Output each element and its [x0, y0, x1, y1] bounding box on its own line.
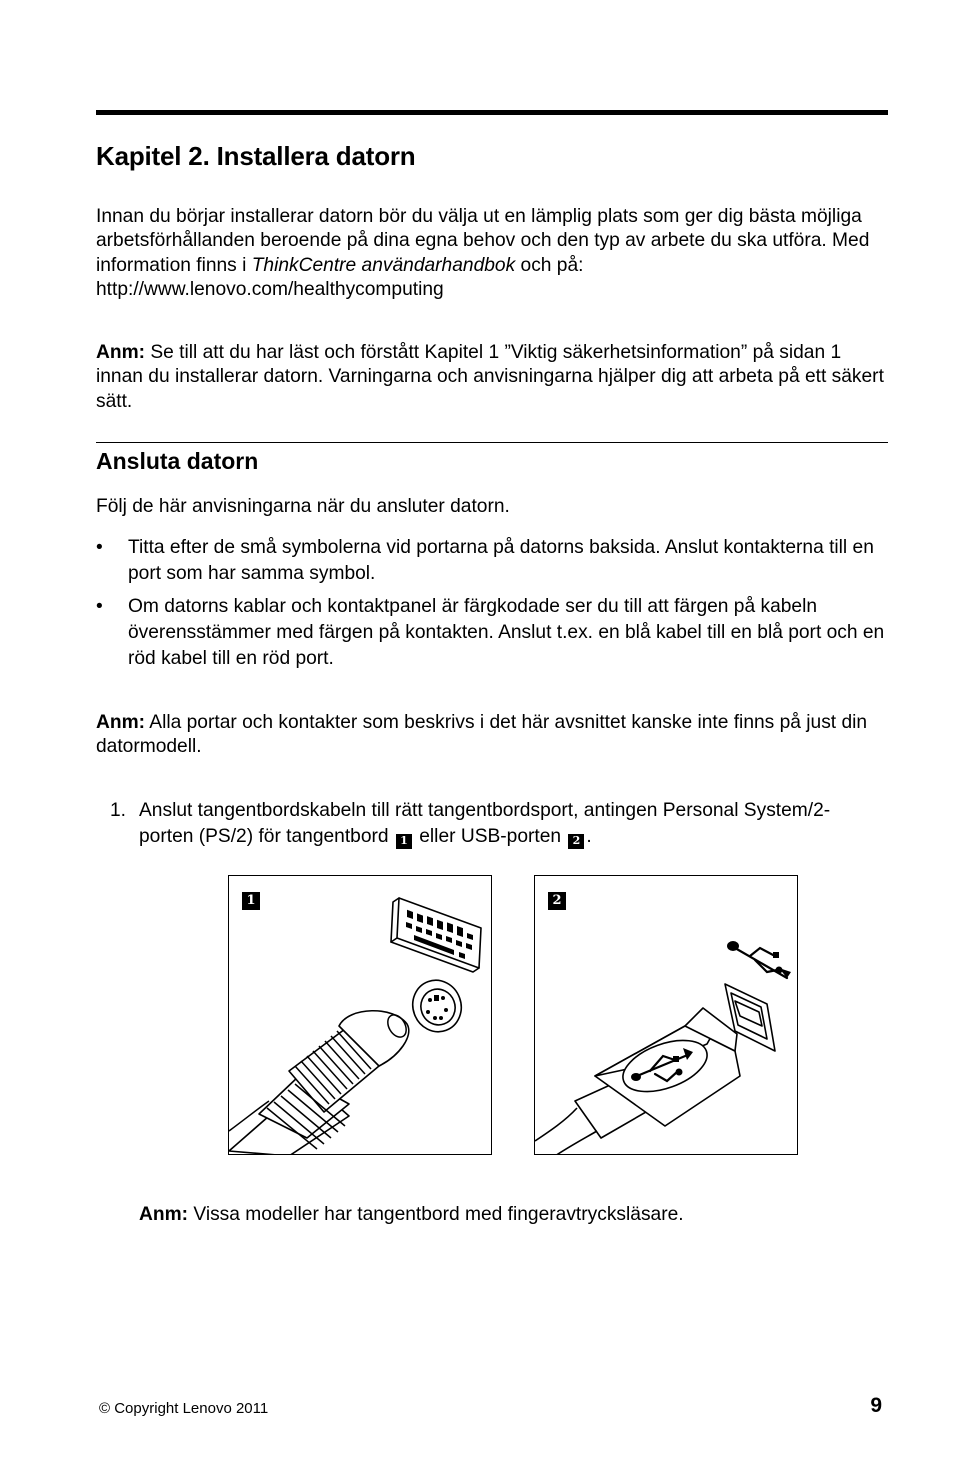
instruction-bullet-list	[96, 535, 891, 679]
safety-note-label: Anm:	[96, 342, 146, 363]
fingerprint-note-text: Vissa modeller har tangentbord med fingeravtrycksläsare.	[188, 1204, 684, 1225]
figure-ps2-keyboard	[228, 875, 492, 1155]
intro-book-title: ThinkCentre användarhandbok	[251, 254, 516, 276]
fingerprint-note-label: Anm:	[139, 1204, 189, 1225]
callout-2-badge: 2	[568, 834, 584, 849]
section-lead: Följ de här anvisningarna när du ansluter datorn.	[96, 496, 510, 517]
step-text-part1: Anslut tangentbordskabeln till rätt tangentbordsport, antingen Personal System/2-porten (PS/2) för tangentbord	[139, 800, 831, 847]
figure-2-label: 2	[548, 892, 566, 910]
intro-text-end: och på: http://www.lenovo.com/healthycomputing	[96, 254, 584, 300]
section-title: Ansluta datorn	[96, 448, 259, 474]
section-rule	[96, 442, 888, 443]
fingerprint-note	[139, 1203, 684, 1227]
keyboard-keys	[407, 910, 463, 933]
usb-connector-icon	[535, 876, 798, 1155]
bullet-item	[96, 594, 891, 672]
step-number: 1.	[110, 800, 127, 821]
step-text-part3: .	[586, 826, 592, 847]
callout-1-badge: 1	[396, 834, 412, 849]
safety-note-text: Se till att du har läst och förstått Kapitel 1 ”Viktig säkerhetsinformation” på sidan 1 innan du installerar datorn. Varningarna och anvisningarna hjälper dig att arbeta på ett säkert sätt.	[96, 342, 884, 412]
page-number: 9	[870, 1394, 882, 1417]
intro-paragraph	[96, 205, 891, 302]
step-text-part2: eller USB-porten	[413, 826, 567, 847]
ports-note	[96, 711, 891, 760]
footer-copyright: © Copyright Lenovo 2011	[99, 1400, 269, 1417]
ports-note-text: Alla portar och kontakter som beskrivs i det här avsnittet kanske inte finns på just din datormodell.	[96, 712, 868, 758]
bullet-marker: •	[96, 596, 103, 617]
step-1	[110, 798, 870, 850]
figure-1-label: 1	[242, 892, 260, 910]
figure-usb	[534, 875, 798, 1155]
ps2-keyboard-connector-icon	[229, 876, 492, 1155]
ports-note-label: Anm:	[96, 712, 146, 733]
bullet-text: Om datorns kablar och kontaktpanel är färgkodade ser du till att färgen på kabeln överensstämmer med färgen på kontakten. Anslut t.ex. en blå kabel till en blå port och en röd kabel till en röd port.	[128, 596, 885, 669]
bullet-item	[96, 535, 891, 587]
bullet-text: Titta efter de små symbolerna vid portarna på datorns baksida. Anslut kontakterna till en port som har samma symbol.	[128, 537, 874, 584]
intro-text-start: Innan du börjar installerar datorn bör du välja ut en lämplig plats som ger dig bästa möjliga arbetsförhållanden beroende på dina egna behov och den typ av arbete du ska utföra. Med information finns i	[96, 206, 870, 276]
step-text	[110, 798, 870, 850]
chapter-top-rule	[96, 110, 888, 115]
chapter-title: Kapitel 2. Installera datorn	[96, 141, 416, 171]
safety-note	[96, 341, 891, 414]
bullet-marker: •	[96, 537, 103, 558]
